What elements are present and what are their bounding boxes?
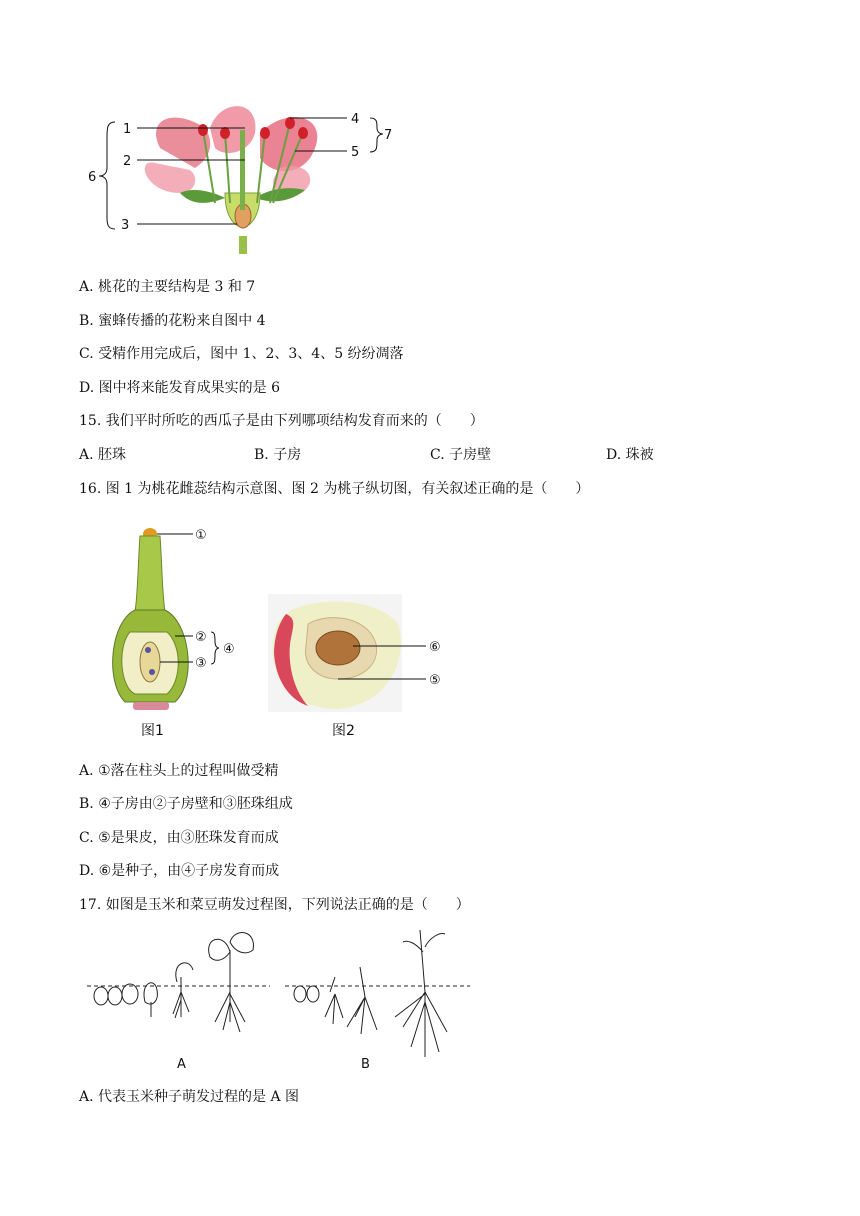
q16-option-d: D. ⑥是种子，由④子房发育而成 [79, 863, 280, 879]
flower-label-1: 1 [123, 122, 132, 137]
q14-option-c: C. 受精作用完成后，图中 1、2、3、4、5 纷纷凋落 [79, 346, 404, 362]
flower-structure-figure [85, 98, 395, 260]
q16-option-b: B. ④子房由②子房壁和③胚珠组成 [79, 796, 293, 812]
flower-label-2: 2 [123, 154, 132, 169]
q15-stem: 15. 我们平时所吃的西瓜子是由下列哪项结构发育而来的（ ） [79, 413, 484, 429]
pistil-label-1: ① [195, 528, 207, 543]
germination-label-b: B [361, 1057, 370, 1072]
q15-option-a: A. 胚珠 [79, 447, 127, 463]
q14-option-d: D. 图中将来能发育成果实的是 6 [79, 380, 280, 396]
q15-option-d: D. 珠被 [606, 447, 654, 463]
q14-option-b: B. 蜜蜂传播的花粉来自图中 4 [79, 313, 266, 329]
q16-option-c: C. ⑤是果皮，由③胚珠发育而成 [79, 830, 279, 846]
pistil-label-4: ④ [223, 642, 235, 657]
q16-option-a: A. ①落在柱头上的过程叫做受精 [79, 763, 279, 779]
q16-stem: 16. 图 1 为桃花雌蕊结构示意图、图 2 为桃子纵切图，有关叙述正确的是（ ） [79, 481, 590, 497]
flower-label-6: 6 [88, 170, 97, 185]
flower-label-7: 7 [384, 128, 393, 143]
peach-section-figure [268, 594, 458, 714]
flower-label-5: 5 [351, 145, 360, 160]
flower-label-3: 3 [121, 218, 130, 233]
flower-label-4: 4 [351, 112, 360, 127]
fig1-caption: 图1 [141, 723, 164, 739]
peach-label-5: ⑤ [429, 673, 441, 688]
q17-option-a: A. 代表玉米种子萌发过程的是 A 图 [79, 1089, 300, 1105]
q15-option-c: C. 子房壁 [430, 447, 492, 463]
q15-option-b: B. 子房 [254, 447, 302, 463]
germination-figure [85, 922, 475, 1074]
pistil-label-2: ② [195, 630, 207, 645]
fig2-caption: 图2 [332, 723, 355, 739]
q17-stem: 17. 如图是玉米和菜豆萌发过程图，下列说法正确的是（ ） [79, 897, 470, 913]
pistil-figure [105, 522, 245, 720]
peach-label-6: ⑥ [429, 640, 441, 655]
germination-label-a: A [177, 1057, 186, 1072]
pistil-label-3: ③ [195, 656, 207, 671]
q14-option-a: A. 桃花的主要结构是 3 和 7 [79, 279, 256, 295]
